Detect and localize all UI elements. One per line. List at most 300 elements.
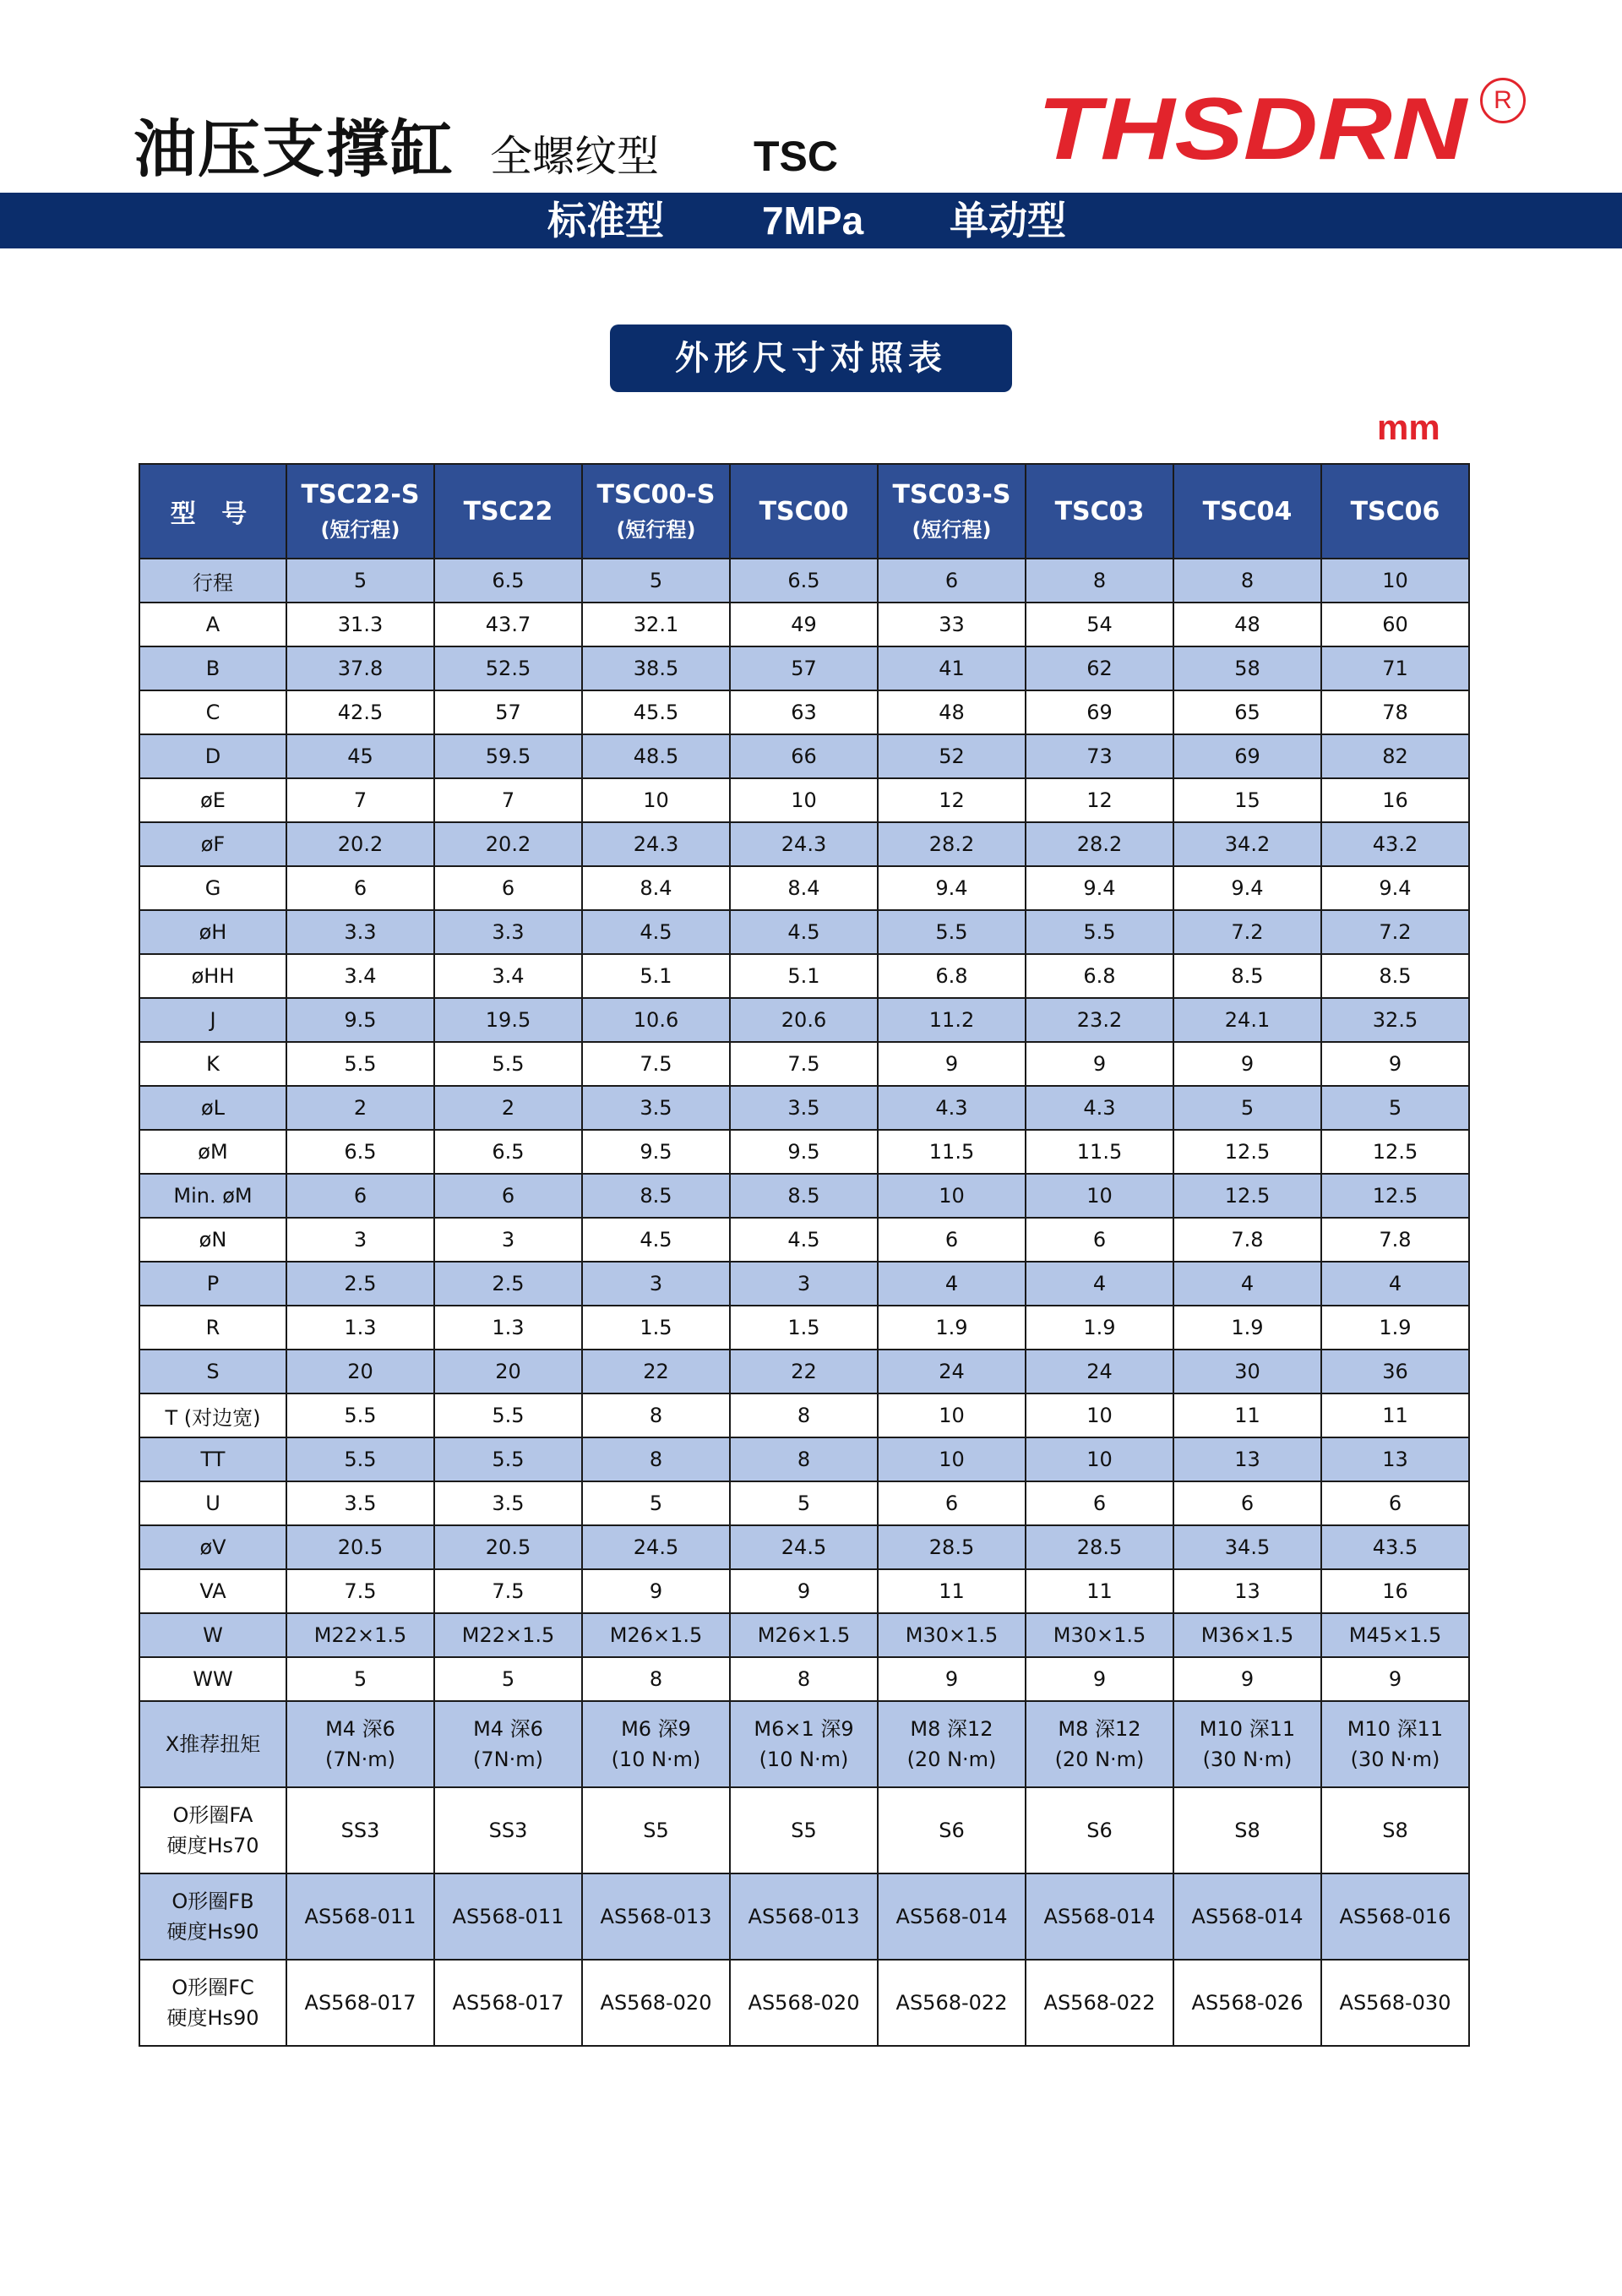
table-cell: 8 bbox=[730, 1657, 878, 1701]
table-cell: 1.9 bbox=[878, 1306, 1026, 1350]
model-note: (短行程) bbox=[616, 518, 696, 542]
brand-logo-text: THSDRN bbox=[1037, 81, 1469, 174]
row-label: T (对边宽) bbox=[139, 1393, 286, 1437]
table-cell: 3.4 bbox=[286, 954, 434, 998]
model-name: TSC22 bbox=[463, 496, 553, 526]
row-label: O形圈FB 硬度Hs90 bbox=[139, 1873, 286, 1960]
table-cell: S8 bbox=[1173, 1787, 1321, 1873]
row-label: øHH bbox=[139, 954, 286, 998]
table-cell: 1.3 bbox=[286, 1306, 434, 1350]
table-row bbox=[139, 1218, 1469, 1262]
row-label: øM bbox=[139, 1130, 286, 1174]
table-cell: 34.2 bbox=[1173, 822, 1321, 866]
table-cell: 30 bbox=[1173, 1350, 1321, 1393]
table-cell: 3 bbox=[730, 1262, 878, 1306]
table-cell: AS568-014 bbox=[1173, 1873, 1321, 1960]
table-cell: 24.1 bbox=[1173, 998, 1321, 1042]
table-cell: 5.5 bbox=[1026, 910, 1173, 954]
band-action: 单动型 bbox=[950, 198, 1066, 243]
row-label: B bbox=[139, 646, 286, 690]
dimension-table bbox=[139, 463, 1470, 2047]
table-cell: 6.5 bbox=[434, 1130, 582, 1174]
table-cell: 3.4 bbox=[434, 954, 582, 998]
table-cell: 5 bbox=[1321, 1086, 1469, 1130]
table-cell: 8.4 bbox=[582, 866, 730, 910]
table-cell: 9.4 bbox=[878, 866, 1026, 910]
row-label: TT bbox=[139, 1437, 286, 1481]
table-cell: 60 bbox=[1321, 603, 1469, 646]
table-cell: M4 深6 (7N·m) bbox=[286, 1701, 434, 1787]
table-cell: AS568-020 bbox=[730, 1960, 878, 2046]
table-cell: 6 bbox=[1026, 1481, 1173, 1525]
table-cell: 59.5 bbox=[434, 734, 582, 778]
table-cell: AS568-022 bbox=[878, 1960, 1026, 2046]
row-label: W bbox=[139, 1613, 286, 1657]
table-cell: 5.5 bbox=[434, 1437, 582, 1481]
row-label: C bbox=[139, 690, 286, 734]
model-column-header bbox=[730, 464, 878, 559]
table-cell: 12 bbox=[1026, 778, 1173, 822]
table-cell: 8.5 bbox=[582, 1174, 730, 1218]
table-cell: 82 bbox=[1321, 734, 1469, 778]
table-cell: 5.1 bbox=[730, 954, 878, 998]
table-cell: 6 bbox=[286, 866, 434, 910]
table-cell: 63 bbox=[730, 690, 878, 734]
table-cell: 6 bbox=[1173, 1481, 1321, 1525]
table-cell: 13 bbox=[1173, 1437, 1321, 1481]
table-cell: 7.8 bbox=[1173, 1218, 1321, 1262]
table-cell: 9 bbox=[1321, 1657, 1469, 1701]
table-cell: 1.9 bbox=[1173, 1306, 1321, 1350]
table-cell: 4.3 bbox=[878, 1086, 1026, 1130]
table-cell: 32.5 bbox=[1321, 998, 1469, 1042]
table-cell: 73 bbox=[1026, 734, 1173, 778]
table-cell: 8.5 bbox=[1321, 954, 1469, 998]
table-cell: 48 bbox=[1173, 603, 1321, 646]
table-row bbox=[139, 1873, 1469, 1960]
row-label: J bbox=[139, 998, 286, 1042]
row-label: 行程 bbox=[139, 559, 286, 603]
unit-label: mm bbox=[1377, 407, 1440, 447]
table-cell: 20.2 bbox=[434, 822, 582, 866]
table-cell: 4 bbox=[1321, 1262, 1469, 1306]
table-cell: 23.2 bbox=[1026, 998, 1173, 1042]
model-column-header bbox=[582, 464, 730, 559]
section-title: 外形尺寸对照表 bbox=[610, 324, 1012, 392]
model-name: TSC00 bbox=[759, 496, 849, 526]
table-cell: M22×1.5 bbox=[286, 1613, 434, 1657]
row-label: P bbox=[139, 1262, 286, 1306]
table-cell: 5.5 bbox=[286, 1393, 434, 1437]
table-cell: M10 深11 (30 N·m) bbox=[1173, 1701, 1321, 1787]
model-name: TSC06 bbox=[1350, 496, 1440, 526]
table-cell: 20.6 bbox=[730, 998, 878, 1042]
table-cell: 9.4 bbox=[1026, 866, 1173, 910]
page-subtitle: 全螺纹型 bbox=[490, 132, 659, 181]
table-cell: 42.5 bbox=[286, 690, 434, 734]
table-cell: 3.3 bbox=[286, 910, 434, 954]
table-cell: AS568-014 bbox=[1026, 1873, 1173, 1960]
table-cell: 9 bbox=[1026, 1657, 1173, 1701]
table-cell: S8 bbox=[1321, 1787, 1469, 1873]
table-cell: M4 深6 (7N·m) bbox=[434, 1701, 582, 1787]
table-cell: SS3 bbox=[286, 1787, 434, 1873]
table-cell: M45×1.5 bbox=[1321, 1613, 1469, 1657]
table-row bbox=[139, 1481, 1469, 1525]
row-label: øN bbox=[139, 1218, 286, 1262]
table-cell: 3.5 bbox=[286, 1481, 434, 1525]
table-cell: 5 bbox=[730, 1481, 878, 1525]
brand-logo bbox=[1032, 81, 1472, 174]
table-cell: 6 bbox=[1321, 1481, 1469, 1525]
table-cell: 8 bbox=[582, 1393, 730, 1437]
table-cell: 5.1 bbox=[582, 954, 730, 998]
table-row bbox=[139, 1042, 1469, 1086]
table-cell: 12 bbox=[878, 778, 1026, 822]
table-row bbox=[139, 954, 1469, 998]
row-label: G bbox=[139, 866, 286, 910]
table-cell: 9.4 bbox=[1321, 866, 1469, 910]
table-cell: 8 bbox=[730, 1393, 878, 1437]
row-label: O形圈FA 硬度Hs70 bbox=[139, 1787, 286, 1873]
table-cell: 9 bbox=[878, 1042, 1026, 1086]
table-cell: AS568-017 bbox=[434, 1960, 582, 2046]
table-cell: 4 bbox=[1026, 1262, 1173, 1306]
table-row bbox=[139, 1525, 1469, 1569]
registered-mark-icon: R bbox=[1480, 78, 1526, 123]
table-cell: 6 bbox=[286, 1174, 434, 1218]
table-cell: 22 bbox=[582, 1350, 730, 1393]
table-cell: 7.5 bbox=[730, 1042, 878, 1086]
table-cell: AS568-013 bbox=[582, 1873, 730, 1960]
table-cell: 5 bbox=[286, 1657, 434, 1701]
table-cell: 10 bbox=[1026, 1174, 1173, 1218]
table-cell: 5 bbox=[286, 559, 434, 603]
table-row bbox=[139, 1657, 1469, 1701]
table-cell: 2.5 bbox=[434, 1262, 582, 1306]
table-cell: 65 bbox=[1173, 690, 1321, 734]
row-label: K bbox=[139, 1042, 286, 1086]
table-cell: M8 深12 (20 N·m) bbox=[878, 1701, 1026, 1787]
table-cell: M26×1.5 bbox=[582, 1613, 730, 1657]
table-cell: 8.4 bbox=[730, 866, 878, 910]
table-cell: M26×1.5 bbox=[730, 1613, 878, 1657]
table-cell: 31.3 bbox=[286, 603, 434, 646]
table-cell: 28.5 bbox=[1026, 1525, 1173, 1569]
table-cell: 69 bbox=[1026, 690, 1173, 734]
table-cell: 20.2 bbox=[286, 822, 434, 866]
table-cell: 1.3 bbox=[434, 1306, 582, 1350]
model-name: TSC03-S bbox=[892, 480, 1011, 510]
model-name: TSC04 bbox=[1202, 496, 1293, 526]
table-cell: AS568-017 bbox=[286, 1960, 434, 2046]
row-label: øL bbox=[139, 1086, 286, 1130]
table-cell: AS568-014 bbox=[878, 1873, 1026, 1960]
table-cell: 3.5 bbox=[730, 1086, 878, 1130]
table-cell: 11 bbox=[878, 1569, 1026, 1613]
row-label: WW bbox=[139, 1657, 286, 1701]
table-cell: 6 bbox=[1026, 1218, 1173, 1262]
table-cell: S5 bbox=[730, 1787, 878, 1873]
table-cell: 49 bbox=[730, 603, 878, 646]
table-cell: 8 bbox=[582, 1437, 730, 1481]
table-row bbox=[139, 998, 1469, 1042]
table-cell: 3.3 bbox=[434, 910, 582, 954]
table-cell: 54 bbox=[1026, 603, 1173, 646]
table-cell: 10 bbox=[878, 1437, 1026, 1481]
table-row bbox=[139, 1306, 1469, 1350]
table-cell: 2 bbox=[434, 1086, 582, 1130]
model-column-header bbox=[1026, 464, 1173, 559]
model-name: TSC00-S bbox=[596, 480, 716, 510]
table-cell: 12.5 bbox=[1321, 1130, 1469, 1174]
table-cell: 3.5 bbox=[582, 1086, 730, 1130]
table-cell: 9.5 bbox=[730, 1130, 878, 1174]
table-row bbox=[139, 822, 1469, 866]
table-cell: 69 bbox=[1173, 734, 1321, 778]
table-cell: 5.5 bbox=[286, 1042, 434, 1086]
table-cell: 4.3 bbox=[1026, 1086, 1173, 1130]
table-cell: 66 bbox=[730, 734, 878, 778]
table-cell: 9 bbox=[1026, 1042, 1173, 1086]
table-cell: 20.5 bbox=[286, 1525, 434, 1569]
table-cell: 52 bbox=[878, 734, 1026, 778]
model-name: TSC22-S bbox=[301, 480, 420, 510]
model-note: (短行程) bbox=[912, 518, 992, 542]
table-cell: 24 bbox=[1026, 1350, 1173, 1393]
table-cell: 2 bbox=[286, 1086, 434, 1130]
table-cell: 7.5 bbox=[582, 1042, 730, 1086]
table-cell: AS568-011 bbox=[434, 1873, 582, 1960]
table-cell: 78 bbox=[1321, 690, 1469, 734]
table-cell: 6.5 bbox=[434, 559, 582, 603]
table-cell: 9.4 bbox=[1173, 866, 1321, 910]
table-cell: 37.8 bbox=[286, 646, 434, 690]
table-row bbox=[139, 1393, 1469, 1437]
table-cell: M36×1.5 bbox=[1173, 1613, 1321, 1657]
table-cell: 57 bbox=[730, 646, 878, 690]
table-cell: 10 bbox=[1026, 1393, 1173, 1437]
table-cell: 6 bbox=[878, 1481, 1026, 1525]
table-cell: 12.5 bbox=[1173, 1174, 1321, 1218]
table-cell: 6.5 bbox=[286, 1130, 434, 1174]
row-label: O形圈FC 硬度Hs90 bbox=[139, 1960, 286, 2046]
table-cell: 9 bbox=[878, 1657, 1026, 1701]
row-label: D bbox=[139, 734, 286, 778]
table-cell: AS568-020 bbox=[582, 1960, 730, 2046]
table-cell: 3 bbox=[434, 1218, 582, 1262]
table-cell: 7 bbox=[434, 778, 582, 822]
table-cell: 9.5 bbox=[582, 1130, 730, 1174]
table-cell: 11.5 bbox=[878, 1130, 1026, 1174]
table-cell: S6 bbox=[878, 1787, 1026, 1873]
model-note: (短行程) bbox=[320, 518, 400, 542]
table-cell: 9 bbox=[582, 1569, 730, 1613]
table-cell: 4.5 bbox=[582, 910, 730, 954]
table-cell: 9 bbox=[1321, 1042, 1469, 1086]
table-cell: 6 bbox=[878, 559, 1026, 603]
table-cell: 11.2 bbox=[878, 998, 1026, 1042]
table-cell: 62 bbox=[1026, 646, 1173, 690]
table-cell: 5 bbox=[582, 559, 730, 603]
table-cell: 4 bbox=[878, 1262, 1026, 1306]
table-cell: 34.5 bbox=[1173, 1525, 1321, 1569]
table-cell: AS568-030 bbox=[1321, 1960, 1469, 2046]
table-cell: 5 bbox=[434, 1657, 582, 1701]
table-cell: 10 bbox=[582, 778, 730, 822]
table-row bbox=[139, 866, 1469, 910]
row-label: øF bbox=[139, 822, 286, 866]
table-cell: 20.5 bbox=[434, 1525, 582, 1569]
table-row bbox=[139, 1960, 1469, 2046]
band-type: 标准型 bbox=[547, 198, 664, 243]
table-cell: 1.5 bbox=[582, 1306, 730, 1350]
table-cell: 3 bbox=[582, 1262, 730, 1306]
model-column-header bbox=[878, 464, 1026, 559]
table-cell: M6×1 深9 (10 N·m) bbox=[730, 1701, 878, 1787]
model-column-header bbox=[286, 464, 434, 559]
table-cell: 24.5 bbox=[582, 1525, 730, 1569]
table-cell: 2.5 bbox=[286, 1262, 434, 1306]
table-cell: 6 bbox=[878, 1218, 1026, 1262]
table-cell: 3 bbox=[286, 1218, 434, 1262]
table-cell: 45 bbox=[286, 734, 434, 778]
model-column-header bbox=[1321, 464, 1469, 559]
page-title-group bbox=[133, 100, 838, 193]
model-column-header bbox=[434, 464, 582, 559]
table-cell: 20 bbox=[434, 1350, 582, 1393]
table-row bbox=[139, 1174, 1469, 1218]
table-row bbox=[139, 1569, 1469, 1613]
table-row bbox=[139, 910, 1469, 954]
table-cell: AS568-022 bbox=[1026, 1960, 1173, 2046]
table-cell: 8 bbox=[1173, 559, 1321, 603]
table-cell: 10.6 bbox=[582, 998, 730, 1042]
row-label: VA bbox=[139, 1569, 286, 1613]
table-row bbox=[139, 603, 1469, 646]
table-row bbox=[139, 778, 1469, 822]
row-label: Min. øM bbox=[139, 1174, 286, 1218]
table-cell: 7 bbox=[286, 778, 434, 822]
table-cell: 5.5 bbox=[286, 1437, 434, 1481]
table-cell: S5 bbox=[582, 1787, 730, 1873]
table-cell: 6 bbox=[434, 866, 582, 910]
table-cell: 58 bbox=[1173, 646, 1321, 690]
table-cell: 11.5 bbox=[1026, 1130, 1173, 1174]
table-row bbox=[139, 1086, 1469, 1130]
table-cell: 24 bbox=[878, 1350, 1026, 1393]
table-cell: 9 bbox=[1173, 1042, 1321, 1086]
table-cell: 10 bbox=[1321, 559, 1469, 603]
table-cell: 5 bbox=[582, 1481, 730, 1525]
table-cell: AS568-026 bbox=[1173, 1960, 1321, 2046]
table-cell: 71 bbox=[1321, 646, 1469, 690]
table-cell: M6 深9 (10 N·m) bbox=[582, 1701, 730, 1787]
table-cell: 36 bbox=[1321, 1350, 1469, 1393]
table-cell: 11 bbox=[1173, 1393, 1321, 1437]
table-cell: 7.5 bbox=[286, 1569, 434, 1613]
table-row bbox=[139, 1262, 1469, 1306]
table-cell: AS568-011 bbox=[286, 1873, 434, 1960]
table-cell: 8 bbox=[1026, 559, 1173, 603]
table-row bbox=[139, 1130, 1469, 1174]
row-label: øV bbox=[139, 1525, 286, 1569]
table-cell: M10 深11 (30 N·m) bbox=[1321, 1701, 1469, 1787]
table-cell: 10 bbox=[730, 778, 878, 822]
table-cell: 28.5 bbox=[878, 1525, 1026, 1569]
row-label: S bbox=[139, 1350, 286, 1393]
table-cell: 43.7 bbox=[434, 603, 582, 646]
table-row bbox=[139, 1437, 1469, 1481]
table-cell: 48.5 bbox=[582, 734, 730, 778]
table-cell: 9 bbox=[730, 1569, 878, 1613]
table-cell: 1.9 bbox=[1321, 1306, 1469, 1350]
row-label: X推荐扭矩 bbox=[139, 1701, 286, 1787]
table-cell: 12.5 bbox=[1173, 1130, 1321, 1174]
table-cell: 7.2 bbox=[1173, 910, 1321, 954]
table-cell: 5.5 bbox=[434, 1042, 582, 1086]
table-cell: 6 bbox=[434, 1174, 582, 1218]
table-cell: 9.5 bbox=[286, 998, 434, 1042]
table-cell: 12.5 bbox=[1321, 1174, 1469, 1218]
model-series: TSC bbox=[754, 133, 838, 180]
table-cell: 7.2 bbox=[1321, 910, 1469, 954]
table-cell: 4.5 bbox=[582, 1218, 730, 1262]
row-label: øE bbox=[139, 778, 286, 822]
table-cell: 38.5 bbox=[582, 646, 730, 690]
table-cell: 5.5 bbox=[878, 910, 1026, 954]
table-cell: 11 bbox=[1026, 1569, 1173, 1613]
table-cell: 28.2 bbox=[878, 822, 1026, 866]
table-cell: 24.3 bbox=[730, 822, 878, 866]
table-cell: 48 bbox=[878, 690, 1026, 734]
model-name: TSC03 bbox=[1054, 496, 1145, 526]
table-cell: 5 bbox=[1173, 1086, 1321, 1130]
table-cell: 7.5 bbox=[434, 1569, 582, 1613]
table-cell: 6.8 bbox=[1026, 954, 1173, 998]
table-body bbox=[139, 559, 1469, 2046]
table-cell: 43.2 bbox=[1321, 822, 1469, 866]
table-cell: 8.5 bbox=[730, 1174, 878, 1218]
table-cell: AS568-016 bbox=[1321, 1873, 1469, 1960]
table-cell: 24.3 bbox=[582, 822, 730, 866]
table-cell: 22 bbox=[730, 1350, 878, 1393]
table-cell: 5.5 bbox=[434, 1393, 582, 1437]
spec-band bbox=[0, 193, 1622, 248]
table-cell: 9 bbox=[1173, 1657, 1321, 1701]
table-cell: 28.2 bbox=[1026, 822, 1173, 866]
table-cell: M8 深12 (20 N·m) bbox=[1026, 1701, 1173, 1787]
table-cell: 52.5 bbox=[434, 646, 582, 690]
table-cell: M30×1.5 bbox=[1026, 1613, 1173, 1657]
table-cell: 8.5 bbox=[1173, 954, 1321, 998]
table-cell: 10 bbox=[878, 1174, 1026, 1218]
table-row bbox=[139, 690, 1469, 734]
table-cell: 16 bbox=[1321, 778, 1469, 822]
table-cell: 6.5 bbox=[730, 559, 878, 603]
table-cell: 1.9 bbox=[1026, 1306, 1173, 1350]
table-row bbox=[139, 734, 1469, 778]
table-cell: 8 bbox=[730, 1437, 878, 1481]
table-cell: SS3 bbox=[434, 1787, 582, 1873]
model-column-header bbox=[1173, 464, 1321, 559]
band-pressure: 7MPa bbox=[762, 199, 864, 243]
table-cell: 33 bbox=[878, 603, 1026, 646]
table-cell: 15 bbox=[1173, 778, 1321, 822]
table-row bbox=[139, 1701, 1469, 1787]
table-cell: 41 bbox=[878, 646, 1026, 690]
row-label: øH bbox=[139, 910, 286, 954]
